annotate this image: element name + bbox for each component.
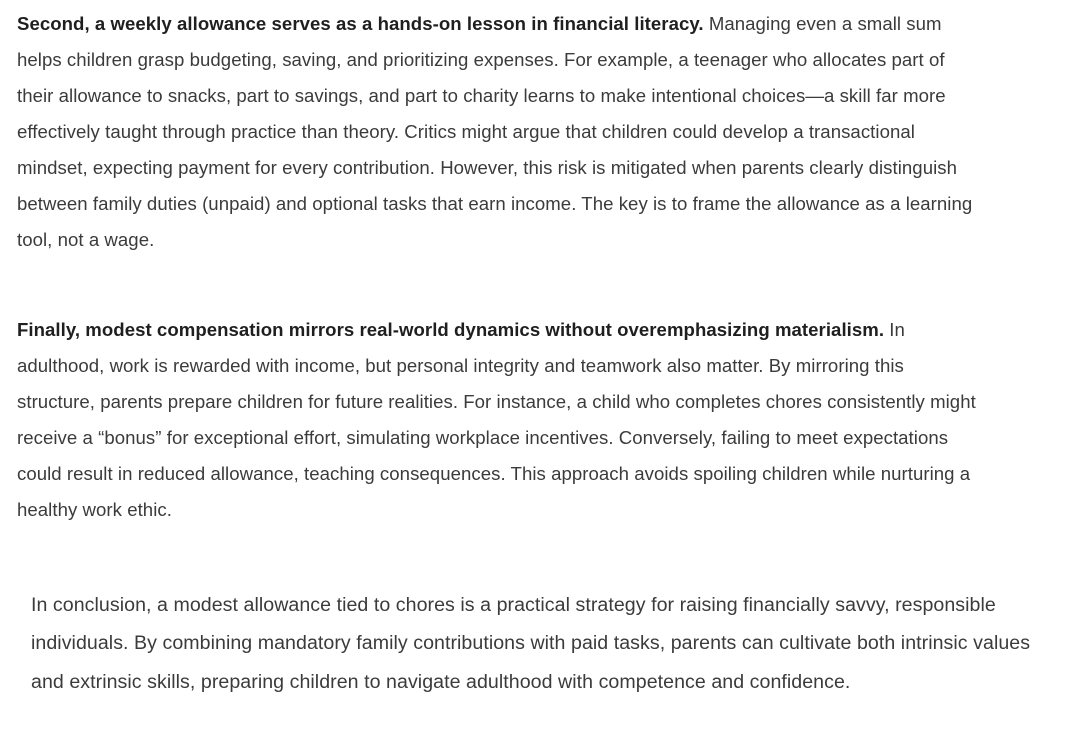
- paragraph-lead-sentence: Finally, modest compensation mirrors real-world dynamics without overemphasizing materialism.: [17, 319, 885, 340]
- paragraph-body-text: Managing even a small sum helps children grasp budgeting, saving, and prioritizing expenses. For example, a teenager who allocates part of their allowance to snacks, part to savings, and part to charity learns to make intentional choices—a skill far more effectively taught through practice than theory. Critics might argue that children could develop a transactional mindset, expecting payment for every contribution. However, this risk is mitigated when parents clearly distinguish between family duties (unpaid) and optional tasks that earn income. The key is to frame the allowance as a learning tool, not a wage.: [17, 13, 973, 250]
- paragraph-lead-sentence: Second, a weekly allowance serves as a hands-on lesson in financial literacy.: [17, 13, 704, 34]
- paragraph-real-world-dynamics: [17, 312, 977, 528]
- paragraph-body-text: In adulthood, work is rewarded with income, but personal integrity and teamwork also matter. By mirroring this structure, parents prepare children for future realities. For instance, a child who completes chores consistently might receive a “bonus” for exceptional effort, simulating workplace incentives. Conversely, failing to meet expectations could result in reduced allowance, teaching consequences. This approach avoids spoiling children while nurturing a healthy work ethic.: [17, 319, 976, 520]
- paragraph-conclusion: In conclusion, a modest allowance tied to chores is a practical strategy for raising financially savvy, responsible individuals. By combining mandatory family contributions with paid tasks, parents can cultivate both intrinsic values and extrinsic skills, preparing children to navigate adulthood with competence and confidence.: [31, 594, 1031, 693]
- paragraph-financial-literacy: [17, 6, 977, 258]
